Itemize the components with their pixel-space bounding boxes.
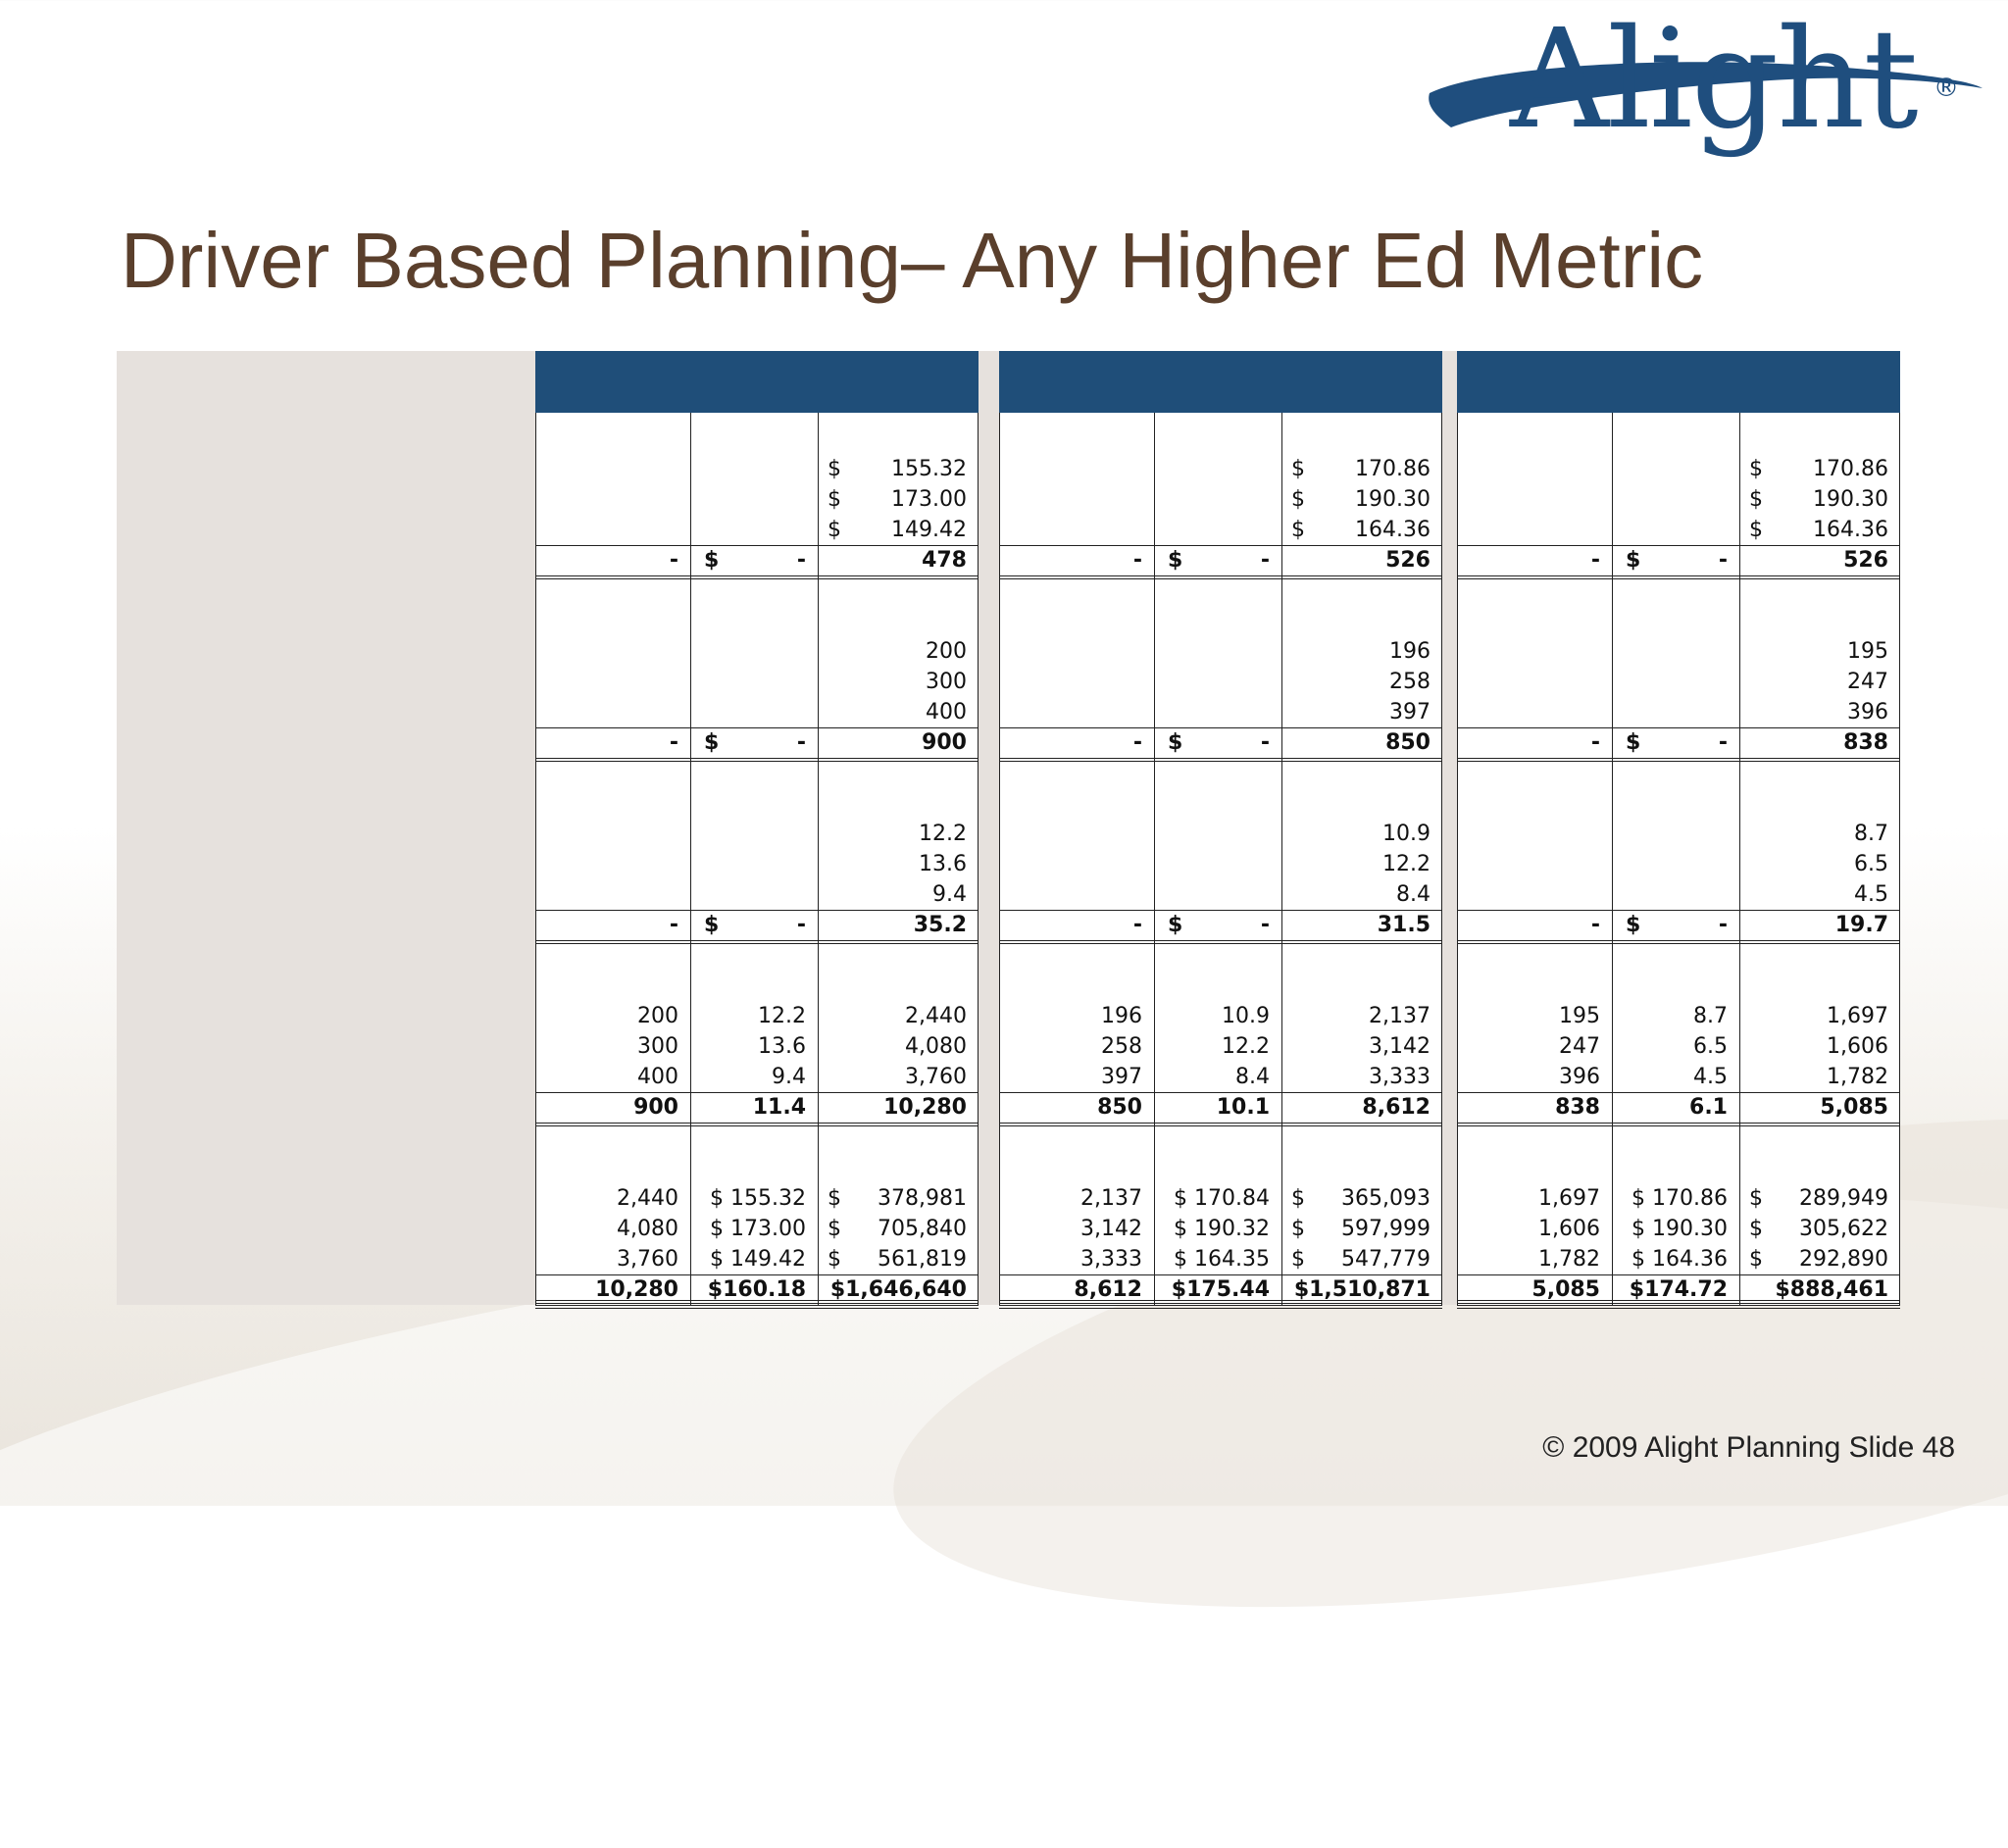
cell-value: 3,142 [1369,1034,1431,1059]
currency-sign: $ [828,518,841,542]
cell-value: 396 [1559,1065,1600,1089]
cell-value: 1,782 [1827,1065,1888,1089]
cell-value: 164.36 [1355,518,1431,542]
cell-value: 3,333 [1369,1065,1431,1089]
currency-sign: $ [1749,518,1763,542]
grid-line [1441,413,1442,1305]
cell-value: 6.5 [1693,1034,1728,1059]
currency-sign: $ [1168,730,1183,755]
currency-sign: $ [1749,457,1763,481]
currency-sign: $ [1291,1247,1305,1272]
currency-sign: $ [1626,548,1641,573]
cell-value: 149.42 [891,518,967,542]
cell-value: 838 [1555,1095,1600,1120]
grid-line [1457,761,1900,762]
cell-value: 900 [922,730,967,755]
cell-value: 196 [1101,1004,1142,1028]
cell-value: 8.7 [1693,1004,1728,1028]
currency-sign: $ [1291,457,1305,481]
row-label-panel [117,351,535,1305]
cell-value: $ 170.84 [1174,1186,1270,1211]
currency-sign: $ [1749,487,1763,512]
cell-value: $ 173.00 [710,1217,806,1241]
cell-value: 170.86 [1355,457,1431,481]
cell-value: 705,840 [878,1217,967,1241]
cell-value: 258 [1101,1034,1142,1059]
cell-value: 247 [1847,670,1888,694]
cell-value: 850 [1097,1095,1142,1120]
cell-value: 547,779 [1341,1247,1431,1272]
cell-value: - [1260,913,1270,937]
grid-line [535,761,979,762]
grid-line [1457,940,1900,941]
grid-line [1457,758,1900,759]
cell-value: 2,137 [1369,1004,1431,1028]
currency-sign: $ [828,1247,841,1272]
currency-sign: $ [704,548,720,573]
cell-value: $174.72 [1629,1277,1728,1302]
cell-value: 305,622 [1799,1217,1888,1241]
grid-line [535,1125,979,1126]
cell-value: 10.1 [1216,1095,1270,1120]
term-block-winter-term [535,351,979,1305]
cell-value: 200 [637,1004,678,1028]
column-gap [1442,351,1457,1305]
page-title: Driver Based Planning– Any Higher Ed Metric [121,217,1704,304]
cell-value: $1,646,640 [829,1277,967,1302]
grid-line [1457,578,1900,579]
cell-value: 400 [637,1065,678,1089]
term-header [999,351,1442,413]
grid-line [1457,1125,1900,1126]
cell-value: - [1718,548,1728,573]
cell-value: 2,137 [1080,1186,1142,1211]
cell-value: 164.36 [1813,518,1888,542]
cell-value: 9.4 [772,1065,806,1089]
currency-sign: $ [1168,913,1183,937]
cell-value: 4,080 [905,1034,967,1059]
currency-sign: $ [1749,1217,1763,1241]
grid-line [535,578,979,579]
grid-line [999,1308,1442,1309]
currency-sign: $ [828,1217,841,1241]
cell-value: 200 [926,639,967,664]
cell-value: 170.86 [1813,457,1888,481]
cell-value: $888,461 [1775,1277,1888,1302]
grid-line [999,578,1442,579]
cell-value: 173.00 [891,487,967,512]
cell-value: 597,999 [1341,1217,1431,1241]
cell-value: 195 [1847,639,1888,664]
grid-line [999,761,1442,762]
cell-value: - [1260,548,1270,573]
grid-line [535,940,979,941]
cell-value: 195 [1559,1004,1600,1028]
cell-value: $ 190.32 [1174,1217,1270,1241]
cell-value: 3,760 [617,1247,678,1272]
cell-value: 12.2 [758,1004,806,1028]
cell-value: - [1590,913,1600,937]
cell-value: 396 [1847,700,1888,724]
term-header [535,351,979,413]
cell-value: 561,819 [878,1247,967,1272]
cell-value: 3,142 [1080,1217,1142,1241]
cell-value: 850 [1385,730,1431,755]
cell-value: 1,697 [1538,1186,1600,1211]
cell-value: $ 190.30 [1632,1217,1728,1241]
cell-value: 478 [922,548,967,573]
cell-value: 13.6 [758,1034,806,1059]
cell-value: 526 [1843,548,1888,573]
cell-value: - [669,548,678,573]
cell-value: 300 [926,670,967,694]
cell-value: $1,510,871 [1293,1277,1431,1302]
cell-value: 196 [1389,639,1431,664]
cell-value: 10.9 [1222,1004,1270,1028]
grid-line [1457,1305,1900,1306]
cell-value: - [1590,548,1600,573]
cell-value: - [1590,730,1600,755]
grid-line [1457,1308,1900,1309]
currency-sign: $ [1626,730,1641,755]
cell-value: $ 149.42 [710,1247,806,1272]
cell-value: - [669,913,678,937]
cell-value: 190.30 [1355,487,1431,512]
grid-line [999,1123,1442,1124]
cell-value: - [796,913,806,937]
term-header [1457,351,1900,413]
grid-line [1457,575,1900,576]
cell-value: - [796,730,806,755]
cell-value: 4.5 [1693,1065,1728,1089]
cell-value: 1,697 [1827,1004,1888,1028]
currency-sign: $ [1291,1186,1305,1211]
cell-value: 397 [1101,1065,1142,1089]
cell-value: 5,085 [1820,1095,1888,1120]
currency-sign: $ [1291,518,1305,542]
cell-value: 289,949 [1799,1186,1888,1211]
cell-value: $ 155.32 [710,1186,806,1211]
grid-line [535,943,979,944]
cell-value: 12.2 [1382,852,1431,876]
grid-line [535,575,979,576]
grid-line [999,1305,1442,1306]
grid-line [1457,943,1900,944]
grid-line [1457,1123,1900,1124]
cell-value: 11.4 [752,1095,806,1120]
logo-wordmark: Alight [1510,0,1917,160]
grid-line [535,758,979,759]
cell-value: 300 [637,1034,678,1059]
cell-value: 3,333 [1080,1247,1142,1272]
cell-value: 35.2 [913,913,967,937]
currency-sign: $ [1626,913,1641,937]
cell-value: $ 164.36 [1632,1247,1728,1272]
grid-line [999,1125,1442,1126]
cell-value: 4,080 [617,1217,678,1241]
cell-value: 6.5 [1854,852,1888,876]
cell-value: $175.44 [1171,1277,1270,1302]
grid-line [999,940,1442,941]
grid-line [999,575,1442,576]
cell-value: 155.32 [891,457,967,481]
cell-value: 3,760 [905,1065,967,1089]
cell-value: 1,606 [1538,1217,1600,1241]
cell-value: 12.2 [919,822,967,846]
currency-sign: $ [1168,548,1183,573]
currency-sign: $ [828,1186,841,1211]
currency-sign: $ [1749,1247,1763,1272]
grid-line [978,413,979,1305]
cell-value: - [1132,548,1142,573]
currency-sign: $ [828,487,841,512]
currency-sign: $ [1291,1217,1305,1241]
registered-mark: ® [1933,74,1959,103]
cell-value: 1,606 [1827,1034,1888,1059]
alight-logo [1422,0,1990,206]
cell-value: 10,280 [883,1095,967,1120]
cell-value: 838 [1843,730,1888,755]
currency-sign: $ [1291,487,1305,512]
cell-value: - [1718,913,1728,937]
cell-value: 247 [1559,1034,1600,1059]
cell-value: 397 [1389,700,1431,724]
currency-sign: $ [828,457,841,481]
cell-value: 31.5 [1377,913,1431,937]
cell-value: 8,612 [1074,1277,1142,1302]
cell-value: - [669,730,678,755]
cell-value: 365,093 [1341,1186,1431,1211]
cell-value: $160.18 [707,1277,806,1302]
cell-value: 10,280 [595,1277,678,1302]
cell-value: 1,782 [1538,1247,1600,1272]
grid-line [535,1123,979,1124]
cell-value: $ 164.35 [1174,1247,1270,1272]
column-gap [979,351,999,1305]
cell-value: - [1132,913,1142,937]
cell-value: 5,085 [1531,1277,1600,1302]
grid-line [535,1305,979,1306]
cell-value: 12.2 [1222,1034,1270,1059]
cell-value: - [1132,730,1142,755]
grid-line [1899,413,1900,1305]
cell-value: 19.7 [1834,913,1888,937]
cell-value: 190.30 [1813,487,1888,512]
cell-value: - [796,548,806,573]
term-block-spring-term [999,351,1442,1305]
cell-value: - [1718,730,1728,755]
cell-value: 292,890 [1799,1247,1888,1272]
cell-value: - [1260,730,1270,755]
cell-value: 8.7 [1854,822,1888,846]
cell-value: 526 [1385,548,1431,573]
cell-value: 4.5 [1854,882,1888,907]
cell-value: 2,440 [905,1004,967,1028]
tuition-planning-table [117,351,1895,1305]
currency-sign: $ [704,913,720,937]
cell-value: 6.1 [1689,1095,1728,1120]
cell-value: 258 [1389,670,1431,694]
cell-value: 10.9 [1382,822,1431,846]
grid-line [999,943,1442,944]
grid-line [535,1308,979,1309]
cell-value: 8,612 [1362,1095,1431,1120]
cell-value: $ 170.86 [1632,1186,1728,1211]
cell-value: 13.6 [919,852,967,876]
grid-line [999,758,1442,759]
cell-value: 400 [926,700,967,724]
currency-sign: $ [1749,1186,1763,1211]
term-block-summer-term [1457,351,1900,1305]
cell-value: 900 [633,1095,678,1120]
slide-footer: © 2009 Alight Planning Slide 48 [1542,1431,1955,1464]
currency-sign: $ [704,730,720,755]
cell-value: 8.4 [1235,1065,1270,1089]
cell-value: 378,981 [878,1186,967,1211]
cell-value: 9.4 [932,882,967,907]
cell-value: 2,440 [617,1186,678,1211]
cell-value: 8.4 [1396,882,1431,907]
